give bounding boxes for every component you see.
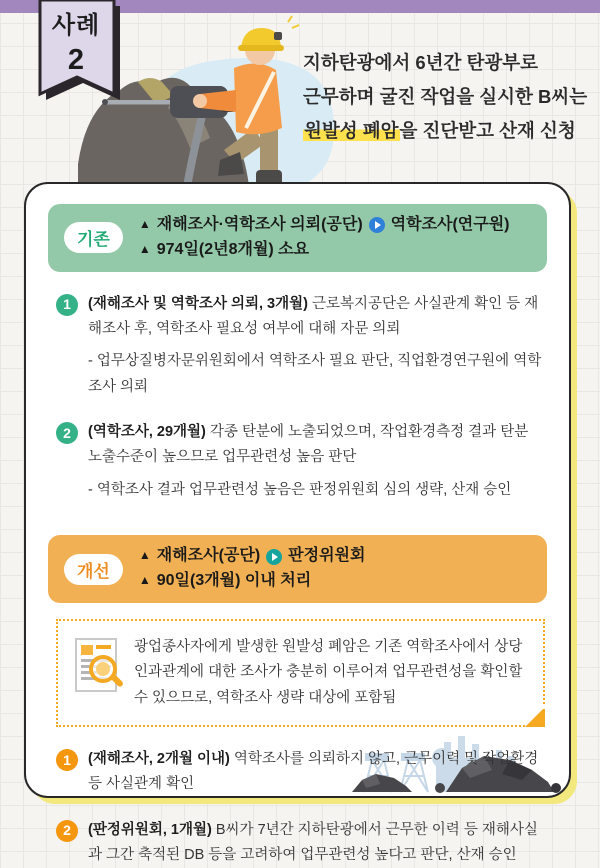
triangle-bullet-icon: ▲: [138, 548, 151, 563]
existing-step-1-text: [88, 292, 545, 401]
improved-flow-line: [139, 544, 366, 569]
improved-banner-lines: [139, 544, 366, 594]
step-number-badge: 2: [56, 422, 78, 444]
improved-banner: [48, 535, 547, 603]
existing-duration-line: [139, 238, 510, 263]
step-number-badge: 1: [56, 749, 78, 771]
step-description: 각종 탄분에 노출되었으며, 작업환경측정 결과 탄분 노출수준이 높으므로 업무관련성 높음 판단: [88, 424, 529, 466]
play-arrow-icon: [369, 217, 385, 233]
step-phase-label: (재해조사, 2개월 이내): [88, 750, 230, 767]
step-description: 근로복지공단은 사실관계 확인 등 재해조사 후, 역학조사 필요성 여부에 대해 자문 의뢰: [88, 295, 539, 337]
folded-corner-icon: [525, 707, 545, 727]
summary-line-1: 지하탄광에서 6년간 탄광부로: [303, 52, 539, 73]
existing-duration: 974일(2년8개월) 소요: [156, 240, 310, 258]
summary-line-2: 근무하며 굴진 작업을 실시한 B씨는: [303, 86, 588, 107]
improved-flow-from: 재해조사(공단): [156, 547, 261, 565]
main-card: [24, 182, 571, 864]
improved-step-1: [56, 747, 545, 798]
existing-banner-lines: [139, 213, 510, 263]
existing-flow-to: 역학조사(연구원): [390, 216, 510, 233]
improved-step-1-text: [88, 747, 545, 798]
triangle-bullet-icon: ▲: [138, 217, 151, 232]
existing-flow-from: 재해조사·역학조사 의뢰(공단): [156, 216, 363, 233]
triangle-bullet-icon: ▲: [138, 241, 151, 256]
case-ribbon-text: [38, 12, 114, 78]
existing-step-2-text: [88, 420, 545, 503]
improved-duration: 90일(3개월) 이내 처리: [156, 572, 312, 590]
step-phase-label: (재해조사 및 역학조사 의뢰, 3개월): [88, 295, 308, 312]
existing-label: 기존: [64, 222, 123, 253]
step-subnote: - 역학조사 결과 업무관련성 높음은 판정위원회 심의 생략, 산재 승인: [88, 481, 512, 498]
existing-flow-line: [139, 213, 510, 238]
case-number: 2: [67, 43, 85, 76]
step-description: 역학조사를 의뢰하지 않고, 근무이력 및 작업환경 등 사실관계 확인: [88, 750, 539, 793]
improved-duration-line: [139, 569, 366, 594]
step-number-badge: 2: [56, 820, 78, 842]
highlighted-diagnosis: 원발성 폐암: [304, 120, 399, 141]
step-number-badge: 1: [56, 294, 78, 316]
case-ribbon: [38, 0, 118, 108]
improved-step-2: [56, 818, 545, 868]
step-subnote: - 업무상질병자문위원회에서 역학조사 필요 판단, 직업환경연구원에 역학조사 의뢰: [88, 353, 542, 395]
existing-step-2: [56, 420, 545, 503]
step-phase-label: (판정위원회, 1개월): [88, 821, 212, 838]
triangle-bullet-icon: ▲: [138, 573, 151, 588]
step-phase-label: (역학조사, 29개월): [88, 424, 206, 441]
case-summary: [303, 46, 593, 148]
existing-banner: [48, 204, 547, 272]
summary-line-3: [303, 114, 593, 148]
case-label: 사례: [51, 12, 101, 39]
improvement-note-text: 광업종사자에게 발생한 원발성 폐암은 기존 역학조사에서 상당인과관계에 대한 조사가 충분히 이루어져 업무관련성을 확인할 수 있으므로, 역학조사 생략 대상에 포함됨: [134, 638, 523, 706]
step-description: B씨가 7년간 지하탄광에서 근무한 이력 등 재해사실과 그간 축적된 DB 등을 고려하여 업무관련성 높다고 판단, 산재 승인: [88, 821, 538, 864]
summary-line-3-rest: 을 진단받고 산재 신청: [399, 120, 576, 141]
improvement-note: [56, 619, 545, 727]
improved-label: 개선: [64, 554, 123, 585]
improved-step-2-text: [88, 818, 545, 868]
existing-step-1: [56, 292, 545, 401]
play-arrow-icon: [266, 549, 282, 565]
improved-flow-to: 판정위원회: [288, 547, 366, 565]
document-magnifier-icon: [72, 637, 124, 697]
